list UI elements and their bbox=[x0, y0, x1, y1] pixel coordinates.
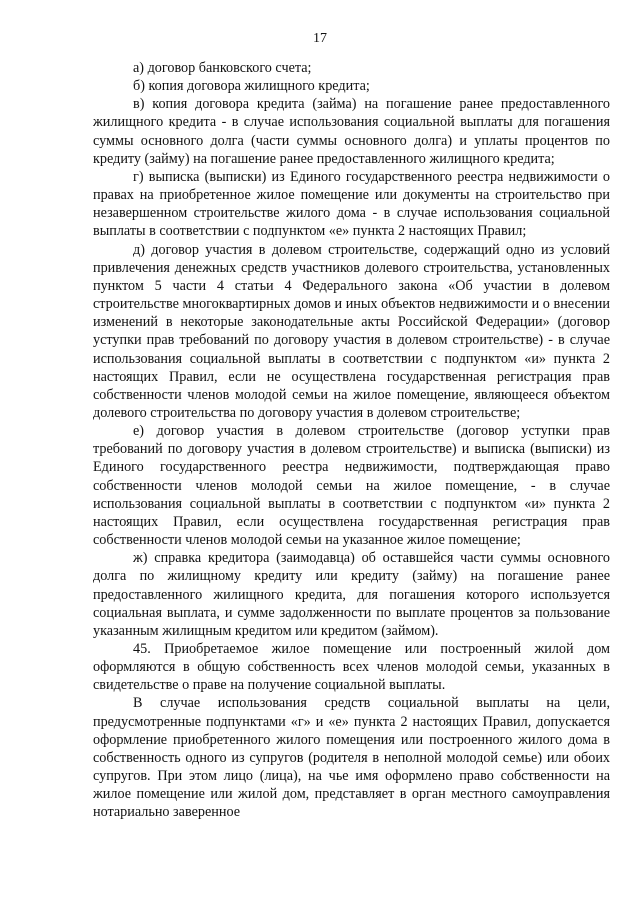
paragraph-item-e: е) договор участия в долевом строительстве (договор уступки прав требований по договору участия в долевом строительстве) и выписка (выписки) из Единого государственного реестра недвижимости, подтверждающая право собственности членов молодой семьи на жилое помещение, - в случае использования социальной выплаты в соответствии с подпунктом «и» пункта 2 настоящих Правил, если осуществлена государственная регистрация прав собственности членов молодой семьи на указанное жилое помещение; bbox=[93, 423, 610, 549]
paragraph-item-zh: ж) справка кредитора (заимодавца) об оставшейся части суммы основного долга по жилищному кредиту или кредиту (займу) на погашение ранее предоставленного жилищного кредита, для погашения которого используется социальная выплата, и сумме задолженности по выплате процентов за пользование указанным жилищным кредитом или кредитом (займом). bbox=[93, 550, 610, 639]
paragraph-item-g: г) выписка (выписки) из Единого государственного реестра недвижимости о правах на приобретенное жилое помещение или документы на строительство при незавершенном строительстве жилого дома - в случае использования социальной выплаты в соответствии с подпунктом «е» пункта 2 настоящих Правил; bbox=[93, 168, 610, 240]
paragraph-item-v: в) копия договора кредита (займа) на погашение ранее предоставленного жилищного кредита - в случае использования социальной выплаты для погашения суммы основного долга (части суммы основного долга) и уплаты процентов по кредиту (займу) на погашение ранее предоставленного жилищного кредита; bbox=[93, 96, 610, 167]
paragraph-clause-45-continued: В случае использования средств социальной выплаты на цели, предусмотренные подпунктами «г» и «е» пункта 2 настоящих Правил, допускается оформление приобретенного жилого помещения или построенного жилого дома в собственность одного из супругов (родителя в неполной молодой семье) или обоих супругов. При этом лицо (лица), на чье имя оформлено право собственности на жилое помещение или жилой дом, представляет в орган местного самоуправления нотариально заверенное bbox=[93, 695, 610, 821]
paragraph-item-b: б) копия договора жилищного кредита; bbox=[133, 78, 370, 95]
document-body bbox=[93, 59, 610, 822]
paragraph-item-a: а) договор банковского счета; bbox=[133, 60, 312, 76]
page-number: 17 bbox=[313, 31, 327, 46]
paragraph-item-d: д) договор участия в долевом строительстве, содержащий одно из условий привлечения денежных средств участников долевого строительства, установленных пунктом 5 части 4 статьи 4 Федерального закона «Об участии в долевом строительстве многоквартирных домов и иных объектов недвижимости и о внесении изменений в некоторые законодательные акты Российской Федерации» (договор уступки прав требований по договору участия в долевом строительстве) - в случае использования социальной выплаты в соответствии с подпунктом «и» пункта 2 настоящих Правил, если не осуществлена государственная регистрация прав собственности членов молодой семьи на жилое помещение, являющееся объектом долевого строительства по договору участия в долевом строительстве; bbox=[93, 241, 610, 421]
paragraph-clause-45: 45. Приобретаемое жилое помещение или построенный жилой дом оформляются в общую собственность всех членов молодой семьи, указанных в свидетельстве о праве на получение социальной выплаты. bbox=[93, 641, 610, 694]
